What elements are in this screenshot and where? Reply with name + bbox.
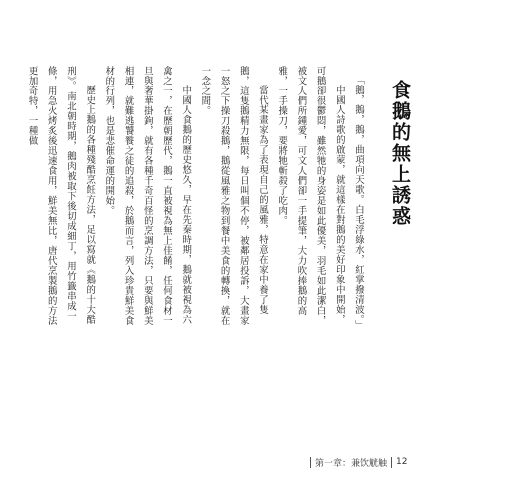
body-text <box>22 66 368 331</box>
paragraph: 當代某畫家為了表現自己的風雅，特意在家中養了隻鵝，這隻鵝精力無限，每日叫個不停，被鄰居投訴，大畫家一怒之下操刀殺鵝，鵝從風雅之物到餐中美食的轉換，就在一念之間。 <box>199 66 268 326</box>
paragraph: 中國人食鵝的歷史悠久，早在先秦時期，鵝就被視為六禽之一，在歷朝歷代，鵝一直被視為無上佳餚，任何食材一旦與奢華掛鉤，就有各種千奇百怪的烹調方法，只要與鮮美相連，就難逃饕餮之徒的追殺，於鵝而言，列入珍貴鮮美食材的行列，也是悲催命運的開始。 <box>103 66 192 326</box>
page-number: 12 <box>396 457 408 467</box>
footer-divider <box>310 457 311 468</box>
footer-divider <box>391 457 392 468</box>
paragraph: 中國人詩歌的啟蒙，就這樣在對鵝的美好印象中開始，可鵝卻很鬱悶，雖然牠的身姿是如此優美，羽毛如此潔白，被文人們所鍾愛，可文人們卻一手提筆，大力吹捧鵝的高雅，一手操刀，要將牠斬殺了吃肉。 <box>276 66 345 326</box>
page-footer <box>306 454 426 470</box>
chapter-label: 第一章：兼饮觥触 <box>315 458 388 469</box>
page-title: 食鵝的無上誘惑 <box>389 80 411 227</box>
paragraph-poem: 「鵝，鵝，鵝，曲項向天歌。白毛浮綠水，紅掌撥清波。」 <box>353 75 364 331</box>
paragraph: 歷史上鵝的各種殘酷烹飪方法，足以寫就《鵝的十大酷刑》。南北朝時期，鵝肉被取下後切成細丁，用竹籤串成一條，用急火烤炙後迅速食用，鮮美無比，唐代烹製鵝的方法更加奇特，一種做 <box>26 66 96 326</box>
